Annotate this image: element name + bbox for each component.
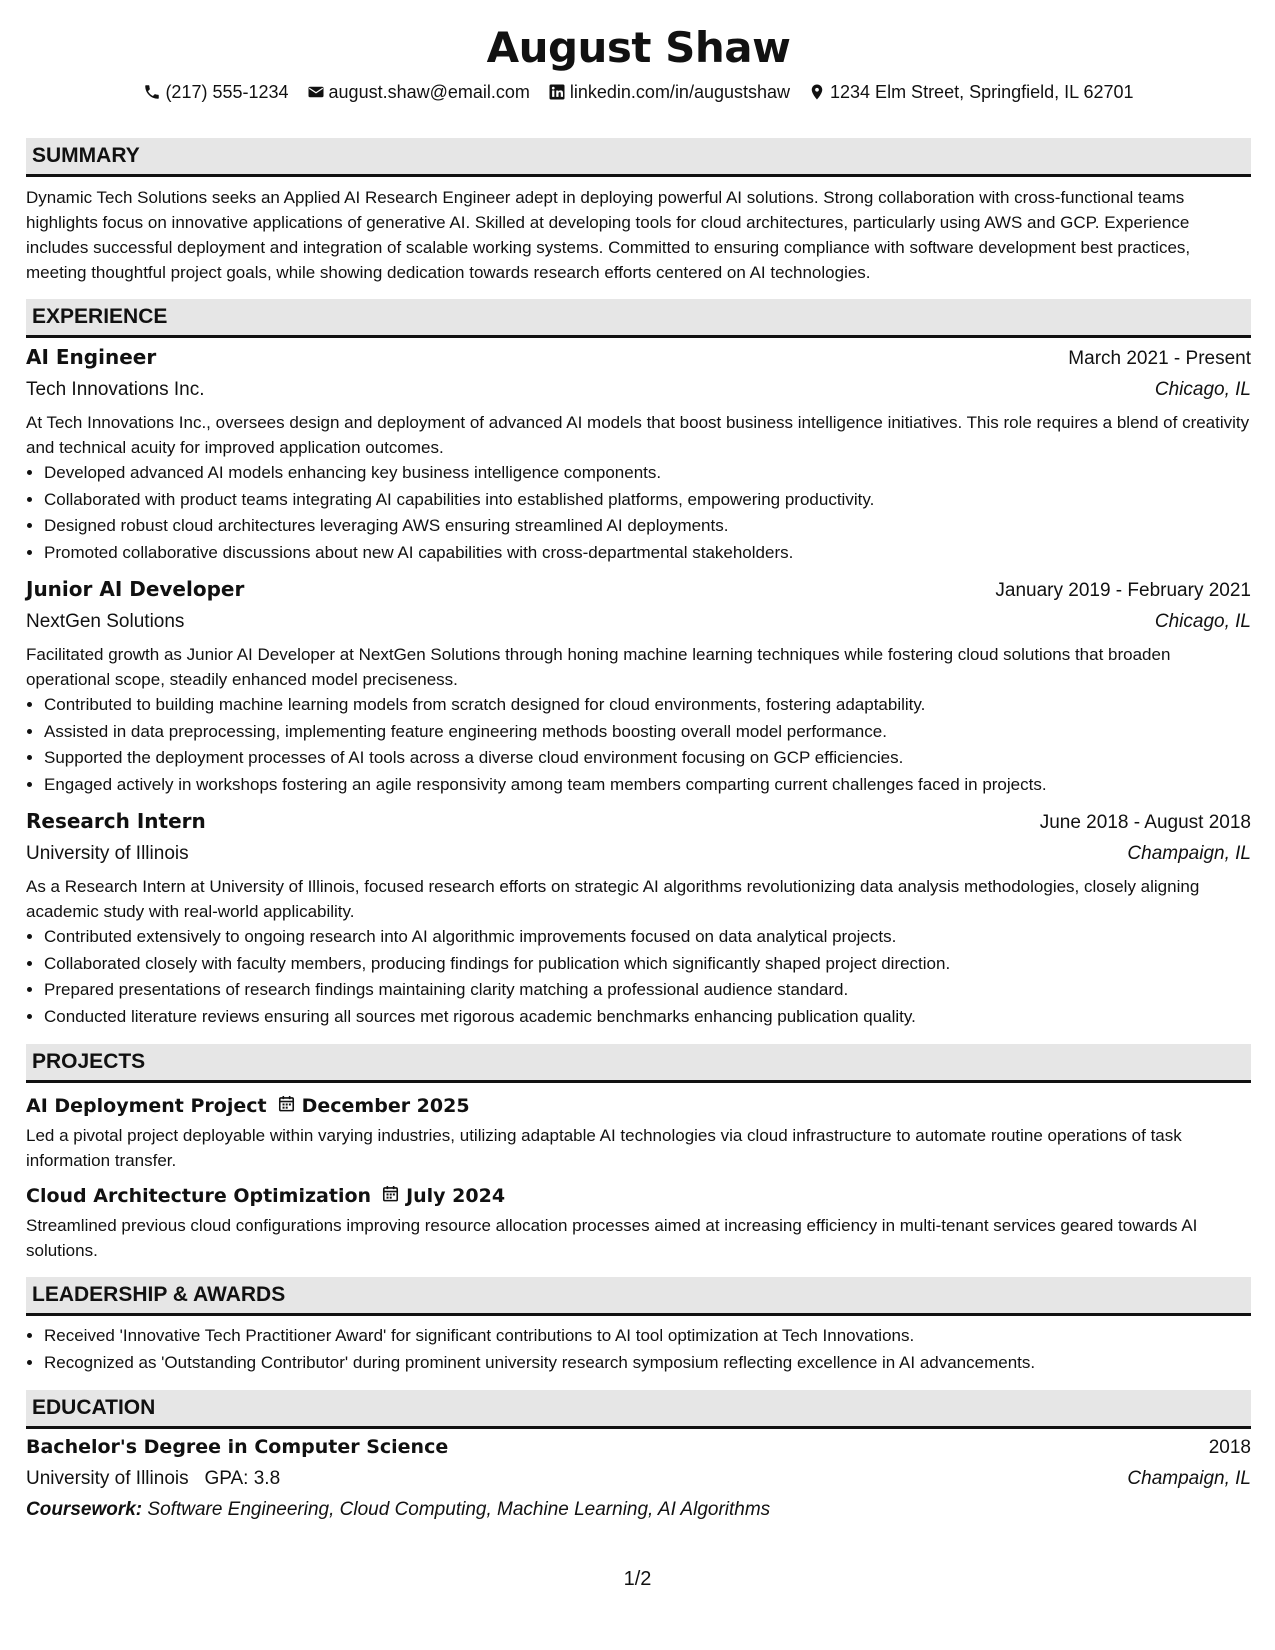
job-title: Research Intern bbox=[26, 809, 206, 833]
coursework-list: Software Engineering, Cloud Computing, Machine Learning, AI Algorithms bbox=[147, 1499, 771, 1520]
address-text: 1234 Elm Street, Springfield, IL 62701 bbox=[830, 81, 1134, 102]
project-title: Cloud Architecture Optimization bbox=[26, 1185, 372, 1207]
graduation-year: 2018 bbox=[1208, 1437, 1251, 1458]
project-date-text: July 2024 bbox=[406, 1185, 506, 1207]
education-heading: EDUCATION bbox=[26, 1390, 1251, 1429]
job-company: Tech Innovations Inc. bbox=[26, 379, 205, 400]
job-entry bbox=[26, 342, 1251, 566]
contact-bar bbox=[26, 78, 1251, 106]
bullet: • Engaged actively in workshops fostering an agile responsivity among team members comparting current challenges faced in projects. bbox=[44, 772, 1251, 799]
degree-title: Bachelor's Degree in Computer Science bbox=[26, 1436, 449, 1458]
bullet: • Collaborated with product teams integrating AI capabilities into established platforms, empowering productivity. bbox=[44, 487, 1251, 514]
job-title: AI Engineer bbox=[26, 345, 157, 369]
bullet: • Designed robust cloud architectures leveraging AWS ensuring streamlined AI deployments. bbox=[44, 513, 1251, 540]
calendar-icon bbox=[277, 1094, 296, 1118]
contact-phone bbox=[143, 82, 288, 103]
project-description: Streamlined previous cloud configurations improving resource allocation processes aimed at increasing efficiency in multi-tenant services geared towards AI solutions. bbox=[26, 1216, 1198, 1260]
bullet: • Collaborated closely with faculty members, producing findings for publication which significantly shaped project direction. bbox=[44, 951, 1251, 978]
phone-text: (217) 555-1234 bbox=[165, 81, 289, 102]
project-date bbox=[277, 1094, 470, 1118]
contact-address bbox=[808, 82, 1134, 103]
job-bullets bbox=[26, 692, 1251, 798]
summary-text: Dynamic Tech Solutions seeks an Applied AI Research Engineer adept in deploying powerful AI solutions. Strong collaboration with cross-functional teams highlights focus on innovative applications of generative AI. Skilled at developing tools for cloud architectures, particularly using AWS and GCP. Experience includes successful deployment and integration of scalable working systems. Committed to ensuring compliance with software development best practices, meeting thoughtful project goals, while showing dedication towards research efforts centered on AI technologies. bbox=[26, 188, 1191, 282]
school-line bbox=[26, 1463, 280, 1495]
job-description: Facilitated growth as Junior AI Developer at NextGen Solutions through honing machine learning techniques while fostering cloud solutions that broaden operational scope, steadily enhanced model preciseness. bbox=[26, 645, 1171, 689]
coursework-label: Coursework: bbox=[26, 1499, 143, 1520]
bullet: • Assisted in data preprocessing, implementing feature engineering methods boosting overall model performance. bbox=[44, 719, 1251, 746]
bullet: • Conducted literature reviews ensuring all sources met rigorous academic benchmarks enhancing publication quality. bbox=[44, 1004, 1251, 1031]
map-pin-icon bbox=[808, 83, 826, 101]
coursework bbox=[26, 1495, 1251, 1525]
job-description: As a Research Intern at University of Illinois, focused research efforts on strategic AI algorithms revolutionizing data analysis methodologies, closely aligning academic study with real-world applicability. bbox=[26, 877, 1200, 921]
job-dates: June 2018 - August 2018 bbox=[1039, 812, 1251, 833]
contact-email[interactable] bbox=[307, 82, 530, 103]
leadership-heading: LEADERSHIP & AWARDS bbox=[26, 1277, 1251, 1316]
bullet: • Developed advanced AI models enhancing key business intelligence components. bbox=[44, 460, 1251, 487]
job-dates: March 2021 - Present bbox=[1068, 348, 1251, 369]
summary-heading: SUMMARY bbox=[26, 138, 1251, 177]
projects-heading: PROJECTS bbox=[26, 1044, 1251, 1083]
bullet: • Contributed extensively to ongoing research into AI algorithmic improvements focused on data analytical projects. bbox=[44, 924, 1251, 951]
job-title: Junior AI Developer bbox=[26, 577, 245, 601]
school-location: Champaign, IL bbox=[1127, 1468, 1251, 1489]
candidate-name: August Shaw bbox=[486, 23, 791, 72]
job-entry bbox=[26, 574, 1251, 798]
job-location: Chicago, IL bbox=[1154, 611, 1251, 632]
bullet: • Recognized as 'Outstanding Contributor' during prominent university research symposium reflecting excellence in AI advancements. bbox=[44, 1350, 1251, 1377]
experience-heading: EXPERIENCE bbox=[26, 299, 1251, 338]
contact-linkedin[interactable] bbox=[548, 82, 790, 103]
project-entry bbox=[26, 1093, 1251, 1173]
project-date bbox=[381, 1184, 505, 1208]
email-text: august.shaw@email.com bbox=[328, 81, 530, 102]
linkedin-icon bbox=[548, 83, 566, 101]
bullet: • Contributed to building machine learning models from scratch designed for cloud environments, fostering adaptability. bbox=[44, 692, 1251, 719]
school-name: University of Illinois bbox=[26, 1468, 189, 1489]
job-bullets bbox=[26, 460, 1251, 566]
linkedin-text: linkedin.com/in/augustshaw bbox=[569, 81, 791, 102]
job-company: NextGen Solutions bbox=[26, 611, 185, 632]
project-entry bbox=[26, 1183, 1251, 1263]
bullet: • Supported the deployment processes of AI tools across a diverse cloud environment focusing on GCP efficiencies. bbox=[44, 745, 1251, 772]
job-description: At Tech Innovations Inc., oversees design and deployment of advanced AI models that boost business intelligence initiatives. This role requires a blend of creativity and technical acuity for improved application outcomes. bbox=[26, 413, 1250, 457]
project-date-text: December 2025 bbox=[301, 1095, 470, 1117]
resume-page bbox=[26, 0, 1251, 1525]
project-description: Led a pivotal project deployable within varying industries, utilizing adaptable AI technologies via cloud infrastructure to automate routine operations of task information transfer. bbox=[26, 1126, 1182, 1170]
page-number: 1/2 bbox=[623, 1568, 652, 1590]
education-entry bbox=[26, 1432, 1251, 1525]
gpa: GPA: 3.8 bbox=[204, 1468, 281, 1489]
bullet: • Promoted collaborative discussions about new AI capabilities with cross-departmental stakeholders. bbox=[44, 540, 1251, 567]
phone-icon bbox=[143, 83, 161, 101]
job-location: Champaign, IL bbox=[1127, 843, 1251, 864]
job-bullets bbox=[26, 924, 1251, 1030]
job-entry bbox=[26, 806, 1251, 1030]
calendar-icon bbox=[381, 1184, 400, 1208]
project-title: AI Deployment Project bbox=[26, 1095, 267, 1117]
bullet: • Received 'Innovative Tech Practitioner Award' for significant contributions to AI tool optimization at Tech Innovations. bbox=[44, 1323, 1251, 1350]
envelope-icon bbox=[307, 83, 325, 101]
bullet: • Prepared presentations of research findings maintaining clarity matching a professional audience standard. bbox=[44, 977, 1251, 1004]
job-dates: January 2019 - February 2021 bbox=[995, 580, 1251, 601]
leadership-bullets bbox=[26, 1323, 1251, 1376]
job-location: Chicago, IL bbox=[1154, 379, 1251, 400]
job-company: University of Illinois bbox=[26, 843, 189, 864]
